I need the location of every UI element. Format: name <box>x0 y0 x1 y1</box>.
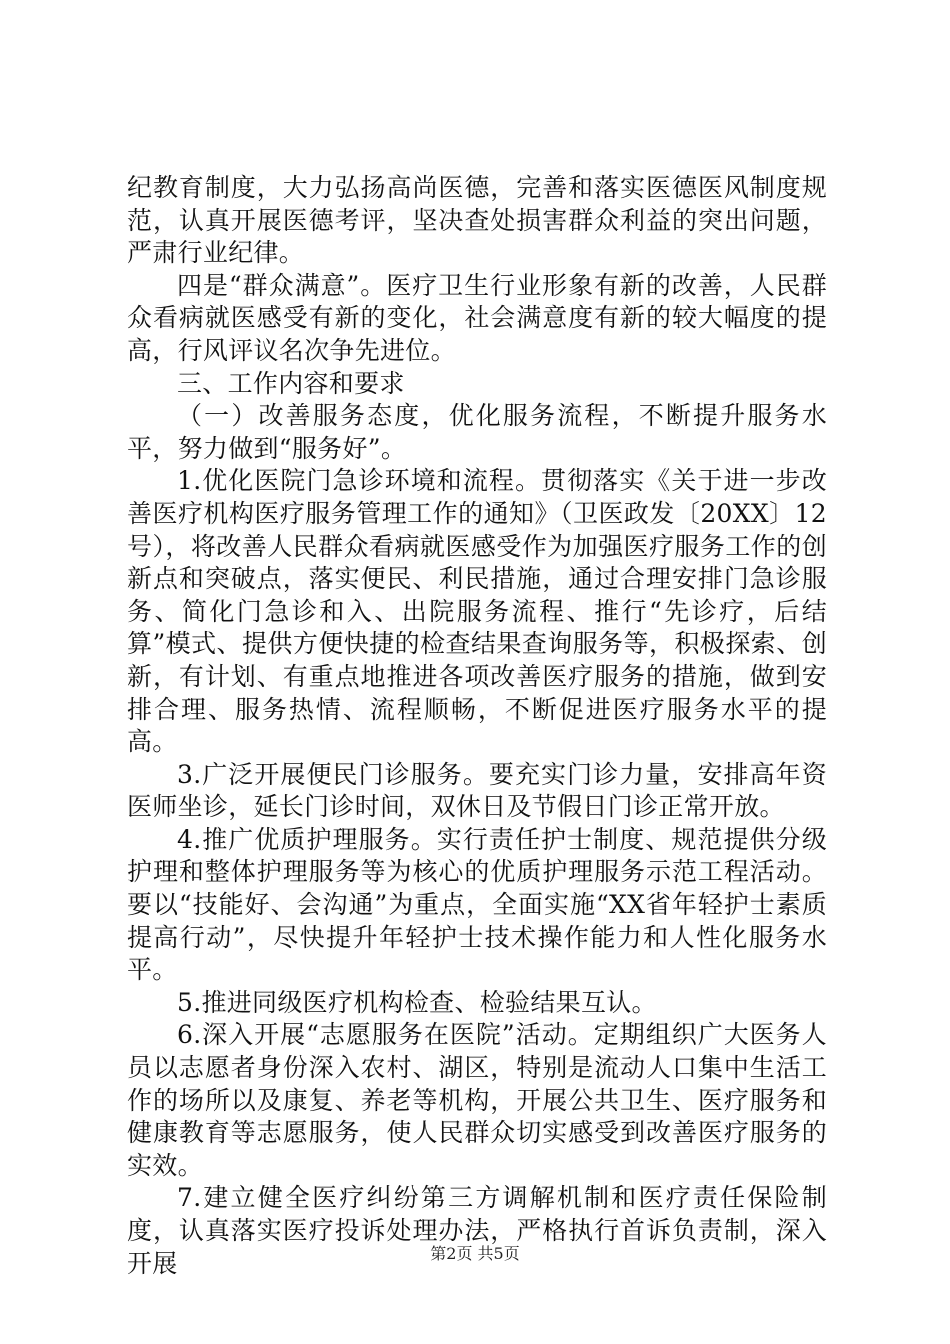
list-item-4: 4.推广优质护理服务。实行责任护士制度、规范提供分级护理和整体护理服务等为核心的优质护理服务示范工程活动。要以“技能好、会沟通”为重点，全面实施“XX省年轻护士素质提高行动”，尽快提升年轻护士技术操作能力和人性化服务水平。 <box>127 824 827 985</box>
subsection-heading: （一）改善服务态度，优化服务流程，不断提升服务水平，努力做到“服务好”。 <box>127 401 827 463</box>
section-heading: 三、工作内容和要求 <box>177 368 405 398</box>
list-item-1: 1.优化医院门急诊环境和流程。贯彻落实《关于进一步改善医疗机构医疗服务管理工作的通知》（卫医政发〔20XX〕12号），将改善人民群众看病就医感受作为加强医疗服务工作的创新点和突破点，落实便民、利民措施，通过合理安排门急诊服务、简化门急诊和入、出院服务流程、推行“先诊疗，后结算”模式、提供方便快捷的检查结果查询服务等，积极探索、创新，有计划、有重点地推进各项改善医疗服务的措施，做到安排合理、服务热情、流程顺畅，不断促进医疗服务水平的提高。 <box>127 466 827 757</box>
page-footer: 第2页 共5页 <box>430 1244 520 1263</box>
paragraph-continuation: 纪教育制度，大力弘扬高尚医德，完善和落实医德医风制度规范，认真开展医德考评，坚决查处损害群众利益的突出问题，严肃行业纪律。 <box>127 173 827 268</box>
list-item-3: 3.广泛开展便民门诊服务。要充实门诊力量，安排高年资医师坐诊，延长门诊时间，双休日及节假日门诊正常开放。 <box>127 759 827 822</box>
list-item-7: 7.建立健全医疗纠纷第三方调解机制和医疗责任保险制度，认真落实医疗投诉处理办法，严格执行首诉负责制，深入开展 <box>127 1183 827 1278</box>
paragraph-satisfaction: 四是“群众满意”。医疗卫生行业形象有新的改善，人民群众看病就医感受有新的变化，社会满意度有新的较大幅度的提高，行风评议名次争先进位。 <box>127 270 827 365</box>
list-item-5: 5.推进同级医疗机构检查、检验结果互认。 <box>177 987 657 1017</box>
list-item-6: 6.深入开展“志愿服务在医院”活动。定期组织广大医务人员以志愿者身份深入农村、湖区，特别是流动人口集中生活工作的场所以及康复、养老等机构，开展公共卫生、医疗服务和健康教育等志愿服务，使人民群众切实感受到改善医疗服务的实效。 <box>127 1020 827 1180</box>
document-body <box>127 172 827 1280</box>
